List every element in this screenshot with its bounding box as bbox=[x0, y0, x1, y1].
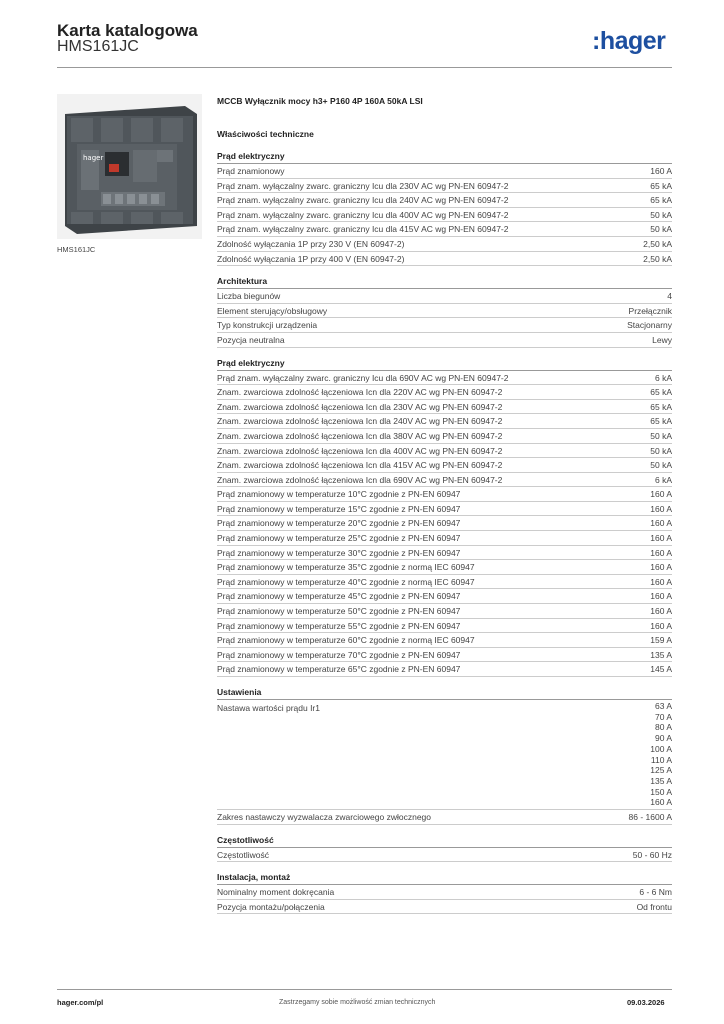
spec-row bbox=[217, 848, 672, 863]
spec-label: Prąd znamionowy w temperaturze 55°C zgodnie z PN-EN 60947 bbox=[217, 620, 461, 631]
spec-label: Znam. zwarciowa zdolność łączeniowa Icn dla 415V AC wg PN-EN 60947-2 bbox=[217, 460, 503, 471]
header-divider bbox=[57, 67, 672, 68]
spec-row bbox=[217, 810, 672, 825]
spec-value: 2,50 kA bbox=[643, 238, 672, 249]
spec-label: Typ konstrukcji urządzenia bbox=[217, 320, 318, 331]
spec-value: 135 A bbox=[650, 649, 672, 660]
spec-label: Prąd znamionowy w temperaturze 65°C zgodnie z PN-EN 60947 bbox=[217, 664, 461, 675]
spec-label: Prąd znamionowy w temperaturze 30°C zgodnie z PN-EN 60947 bbox=[217, 547, 461, 558]
spec-label: Znam. zwarciowa zdolność łączeniowa Icn dla 230V AC wg PN-EN 60947-2 bbox=[217, 401, 503, 412]
properties-title: Właściwości techniczne bbox=[217, 129, 314, 139]
spec-row bbox=[217, 444, 672, 459]
spec-label: Prąd znam. wyłączalny zwarc. graniczny Icu dla 690V AC wg PN-EN 60947-2 bbox=[217, 372, 509, 383]
hager-logo[interactable]: :hager bbox=[592, 27, 666, 55]
spec-label: Prąd znamionowy w temperaturze 50°C zgodnie z PN-EN 60947 bbox=[217, 606, 461, 617]
spec-label: Prąd znamionowy w temperaturze 15°C zgodnie z PN-EN 60947 bbox=[217, 503, 461, 514]
section-title: Prąd elektryczny bbox=[217, 151, 672, 164]
spec-value: 50 kA bbox=[650, 224, 672, 235]
section-title: Architektura bbox=[217, 276, 672, 289]
svg-text:hager: hager bbox=[83, 154, 104, 162]
spec-value: 160 A bbox=[650, 503, 672, 514]
spec-value: 90 A bbox=[654, 733, 672, 744]
footer-divider bbox=[57, 989, 672, 990]
spec-row bbox=[217, 193, 672, 208]
spec-row bbox=[217, 531, 672, 546]
spec-row bbox=[217, 900, 672, 915]
spec-label: Prąd znamionowy w temperaturze 20°C zgodnie z PN-EN 60947 bbox=[217, 518, 461, 529]
footer-url[interactable]: hager.com/pl bbox=[57, 998, 104, 1007]
spec-row bbox=[217, 458, 672, 473]
spec-row bbox=[217, 164, 672, 179]
spec-value: 125 A bbox=[650, 765, 672, 776]
spec-value: 65 kA bbox=[650, 416, 672, 427]
spec-content bbox=[217, 96, 672, 914]
spec-row bbox=[217, 648, 672, 663]
spec-label: Prąd znamionowy w temperaturze 70°C zgodnie z PN-EN 60947 bbox=[217, 649, 461, 660]
spec-row bbox=[217, 700, 672, 810]
spec-label: Liczba biegunów bbox=[217, 291, 281, 302]
spec-row bbox=[217, 487, 672, 502]
spec-row bbox=[217, 289, 672, 304]
spec-row bbox=[217, 371, 672, 386]
spec-value: 80 A bbox=[654, 722, 672, 733]
spec-label: Prąd znamionowy w temperaturze 60°C zgodnie z normą IEC 60947 bbox=[217, 635, 475, 646]
spec-row bbox=[217, 304, 672, 319]
spec-row bbox=[217, 885, 672, 900]
product-code: HMS161JC bbox=[57, 38, 139, 55]
spec-label: Znam. zwarciowa zdolność łączeniowa Icn dla 400V AC wg PN-EN 60947-2 bbox=[217, 445, 503, 456]
spec-value: 160 A bbox=[650, 620, 672, 631]
spec-label: Prąd znam. wyłączalny zwarc. graniczny Icu dla 400V AC wg PN-EN 60947-2 bbox=[217, 209, 509, 220]
spec-row bbox=[217, 604, 672, 619]
spec-value: 50 kA bbox=[650, 209, 672, 220]
spec-value: 6 kA bbox=[654, 372, 672, 383]
spec-label: Znam. zwarciowa zdolność łączeniowa Icn dla 380V AC wg PN-EN 60947-2 bbox=[217, 430, 503, 441]
product-image bbox=[57, 94, 202, 239]
spec-value: 50 kA bbox=[650, 445, 672, 456]
spec-row bbox=[217, 385, 672, 400]
spec-label: Częstotliwość bbox=[217, 849, 269, 860]
spec-value: 50 - 60 Hz bbox=[632, 849, 672, 860]
spec-value: 159 A bbox=[650, 635, 672, 646]
spec-sections bbox=[217, 151, 672, 914]
spec-label: Pozycja neutralna bbox=[217, 334, 285, 345]
section-title: Ustawienia bbox=[217, 687, 672, 700]
spec-value: 6 kA bbox=[654, 474, 672, 485]
spec-value: 70 A bbox=[654, 711, 672, 722]
spec-row bbox=[217, 633, 672, 648]
spec-row bbox=[217, 546, 672, 561]
product-name: MCCB Wyłącznik mocy h3+ P160 4P 160A 50kA LSI bbox=[217, 96, 423, 106]
spec-value: 160 A bbox=[650, 562, 672, 573]
spec-label: Prąd znamionowy bbox=[217, 166, 285, 176]
spec-label: Prąd znamionowy w temperaturze 40°C zgodnie z normą IEC 60947 bbox=[217, 576, 475, 587]
spec-label: Pozycja montażu/połączenia bbox=[217, 901, 325, 912]
spec-value: Lewy bbox=[652, 334, 672, 345]
spec-value: 65 kA bbox=[650, 195, 672, 206]
spec-label: Nastawa wartości prądu Ir1 bbox=[217, 703, 320, 713]
spec-value: 50 kA bbox=[650, 430, 672, 441]
spec-value: Przełącznik bbox=[628, 305, 672, 316]
spec-row bbox=[217, 619, 672, 634]
spec-label: Znam. zwarciowa zdolność łączeniowa Icn dla 690V AC wg PN-EN 60947-2 bbox=[217, 474, 503, 485]
spec-row bbox=[217, 318, 672, 333]
spec-value: 4 bbox=[667, 291, 672, 302]
spec-value: 86 - 1600 A bbox=[628, 812, 672, 823]
spec-value: 160 A bbox=[650, 576, 672, 587]
footer-date: 09.03.2026 bbox=[627, 998, 665, 1007]
spec-value: 160 A bbox=[650, 166, 672, 176]
spec-value: 160 A bbox=[650, 489, 672, 500]
spec-value: 100 A bbox=[650, 743, 672, 754]
spec-value: Od frontu bbox=[636, 901, 672, 912]
spec-value: 65 kA bbox=[650, 401, 672, 412]
spec-value: 160 A bbox=[650, 547, 672, 558]
spec-label: Znam. zwarciowa zdolność łączeniowa Icn dla 240V AC wg PN-EN 60947-2 bbox=[217, 416, 503, 427]
spec-value: 65 kA bbox=[650, 180, 672, 191]
spec-value: 110 A bbox=[650, 754, 672, 765]
spec-value: 160 A bbox=[650, 591, 672, 602]
section-title: Częstotliwość bbox=[217, 835, 672, 848]
spec-value: 160 A bbox=[650, 606, 672, 617]
spec-value: Stacjonarny bbox=[627, 320, 672, 331]
spec-label: Prąd znamionowy w temperaturze 35°C zgodnie z normą IEC 60947 bbox=[217, 562, 475, 573]
section-title: Instalacja, montaż bbox=[217, 872, 672, 885]
spec-value: 150 A bbox=[650, 786, 672, 797]
product-caption: HMS161JC bbox=[57, 245, 96, 254]
spec-label: Zdolność wyłączania 1P przy 230 V (EN 60947-2) bbox=[217, 238, 405, 249]
section-title: Prąd elektryczny bbox=[217, 358, 672, 371]
spec-value: 160 A bbox=[650, 533, 672, 544]
spec-row bbox=[217, 222, 672, 237]
spec-value: 160 A bbox=[650, 797, 672, 808]
spec-label: Prąd znamionowy w temperaturze 25°C zgodnie z PN-EN 60947 bbox=[217, 533, 461, 544]
spec-row bbox=[217, 179, 672, 194]
spec-row bbox=[217, 333, 672, 348]
spec-row bbox=[217, 662, 672, 677]
spec-row bbox=[217, 414, 672, 429]
spec-row bbox=[217, 589, 672, 604]
spec-label: Zakres nastawczy wyzwalacza zwarciowego zwłocznego bbox=[217, 812, 431, 823]
spec-label: Zdolność wyłączania 1P przy 400 V (EN 60947-2) bbox=[217, 253, 405, 264]
spec-label: Prąd znam. wyłączalny zwarc. graniczny Icu dla 230V AC wg PN-EN 60947-2 bbox=[217, 180, 509, 191]
spec-value: 65 kA bbox=[650, 387, 672, 398]
spec-row bbox=[217, 237, 672, 252]
spec-label: Prąd znamionowy w temperaturze 10°C zgodnie z PN-EN 60947 bbox=[217, 489, 461, 500]
spec-row bbox=[217, 502, 672, 517]
spec-row bbox=[217, 400, 672, 415]
spec-row bbox=[217, 575, 672, 590]
spec-value: 160 A bbox=[650, 518, 672, 529]
spec-row bbox=[217, 516, 672, 531]
spec-value: 63 A bbox=[654, 701, 672, 711]
footer-note: Zastrzegamy sobie możliwość zmian technicznych bbox=[279, 999, 436, 1006]
spec-value: 6 - 6 Nm bbox=[639, 887, 672, 898]
spec-label: Nominalny moment dokręcania bbox=[217, 887, 335, 898]
page-title: Karta katalogowa bbox=[57, 21, 198, 40]
spec-values bbox=[650, 701, 672, 809]
spec-row bbox=[217, 429, 672, 444]
spec-row bbox=[217, 208, 672, 223]
spec-label: Znam. zwarciowa zdolność łączeniowa Icn dla 220V AC wg PN-EN 60947-2 bbox=[217, 387, 503, 398]
spec-value: 2,50 kA bbox=[643, 253, 672, 264]
spec-label: Prąd znam. wyłączalny zwarc. graniczny Icu dla 415V AC wg PN-EN 60947-2 bbox=[217, 224, 509, 235]
spec-value: 135 A bbox=[650, 775, 672, 786]
spec-row bbox=[217, 473, 672, 488]
spec-value: 145 A bbox=[650, 664, 672, 675]
spec-row bbox=[217, 560, 672, 575]
spec-row bbox=[217, 252, 672, 267]
spec-label: Prąd znam. wyłączalny zwarc. graniczny Icu dla 240V AC wg PN-EN 60947-2 bbox=[217, 195, 509, 206]
spec-label: Prąd znamionowy w temperaturze 45°C zgodnie z PN-EN 60947 bbox=[217, 591, 461, 602]
spec-label: Element sterujący/obsługowy bbox=[217, 305, 328, 316]
spec-value: 50 kA bbox=[650, 460, 672, 471]
